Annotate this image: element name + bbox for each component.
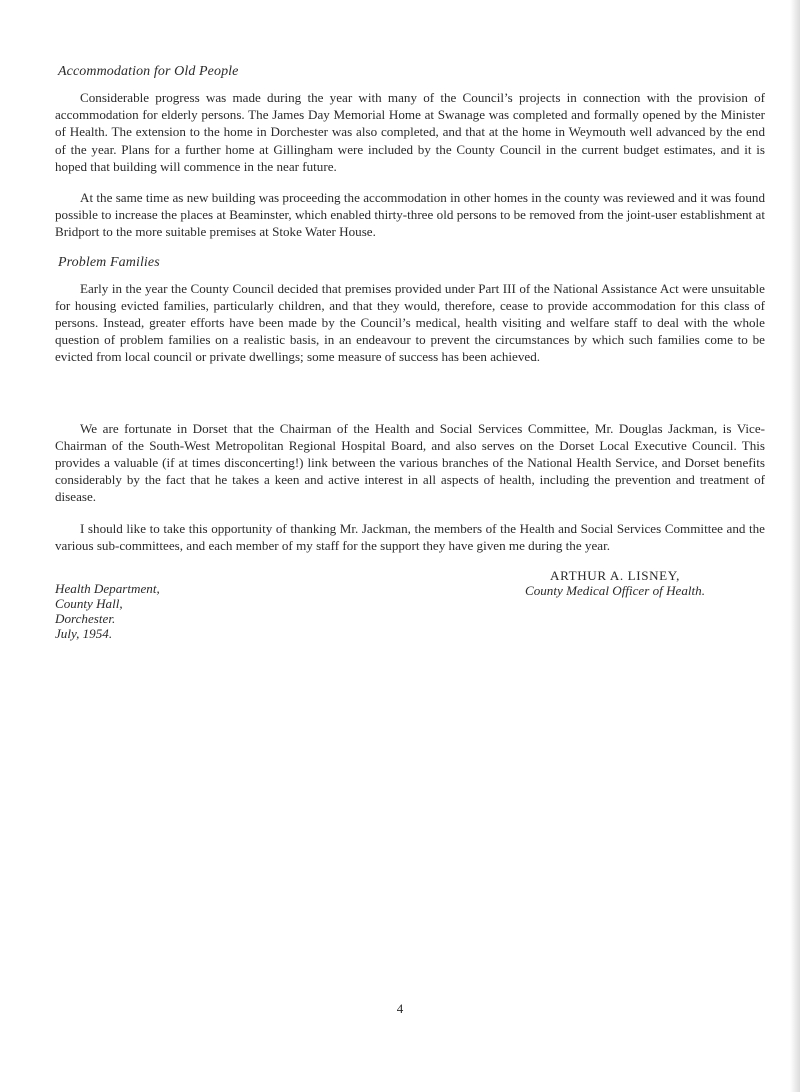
paragraph: I should like to take this opportunity of thanking Mr. Jackman, the members of the Health and Social Services Committee and the various sub-committees, and each member of my staff for the support they have given me during the year. — [55, 520, 765, 553]
section-accommodation-old-people — [55, 64, 765, 241]
section-heading: Problem Families — [58, 254, 160, 270]
date-line: July, 1954. — [55, 626, 113, 642]
signatory-name: ARTHUR A. LISNEY, — [550, 568, 680, 584]
signatory-title: County Medical Officer of Health. — [524, 583, 705, 599]
address-line: Dorchester. — [55, 611, 116, 627]
address-line: County Hall, — [55, 596, 123, 612]
paragraph: We are fortunate in Dorset that the Chairman of the Health and Social Services Committee, Mr. Douglas Jackman, is Vice-Chairman of the South-West Metropolitan Regional Hospital Board, and also serves on the Dorset Local Executive Council. This provides a valuable (if at times disconcerting!) link between the various branches of the National Health Service, and Dorset benefits considerably by the fact that he takes a keen and active interest in all aspects of health, including the prevention and treatment of disease. — [55, 420, 765, 505]
paragraph: At the same time as new building was proceeding the accommodation in other homes in the county was reviewed and it was found possible to increase the places at Beaminster, which enabled thirty-three old persons to be removed from the joint-user establishment at Bridport to the more suitable premises at Stoke Water House. — [55, 190, 765, 240]
signature-block — [55, 568, 765, 648]
report-page — [55, 64, 765, 648]
address-block — [55, 581, 160, 641]
paragraph: Considerable progress was made during the year with many of the Council’s projects in connection with the provision of accommodation for elderly persons. The James Day Memorial Home at Swanage was completed and formally opened by the Minister of Health. The extension to the home in Dorchester was also completed, and that at the home in Weymouth well advanced by the end of the year. Plans for a further home at Gillingham were included by the County Council in the current budget estimates, and it is hoped that building will commence in the near future. — [55, 90, 765, 174]
address-line: Health Department, — [55, 581, 160, 597]
section-problem-families — [55, 255, 765, 366]
signatory — [450, 568, 780, 598]
paragraph: Early in the year the County Council decided that premises provided under Part III of the National Assistance Act were unsuitable for housing evicted families, particularly children, and that they would, therefore, cease to provide accommodation for this class of persons. Instead, greater efforts have been made by the Council’s medical, health visiting and welfare staff to deal with the whole question of problem families on a realistic basis, in an endeavour to prevent the circumstances by which such families come to be evicted from local council or private dwellings; some measure of success has been achieved. — [55, 280, 765, 365]
page-number: 4 — [396, 1001, 404, 1016]
spacer — [55, 380, 765, 420]
section-closing-remarks — [55, 420, 765, 554]
section-heading: Accommodation for Old People — [58, 64, 239, 79]
page-edge-shadow — [790, 0, 800, 1092]
